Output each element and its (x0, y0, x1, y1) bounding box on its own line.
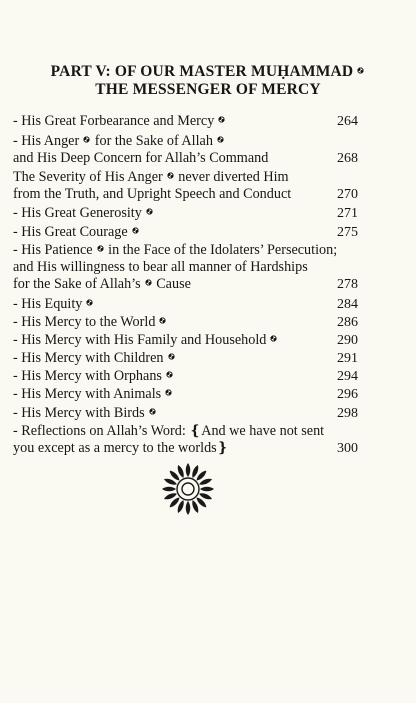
toc-entry-title (13, 276, 191, 293)
toc-entry-line (13, 259, 358, 276)
honorific-icon (356, 66, 365, 75)
toc-entry (13, 405, 358, 422)
toc-entry (13, 386, 358, 403)
honorific-icon (145, 207, 154, 216)
toc-entry-text: The Severity of His Anger (13, 169, 163, 186)
toc-entry-text: - His Great Forbearance and Mercy (13, 113, 215, 129)
toc-entry-title (13, 314, 167, 331)
toc-entry (13, 224, 358, 241)
toc-entry-text: - His Great Generosity (13, 205, 142, 222)
toc-entry-title (13, 224, 140, 241)
honorific-icon (269, 334, 278, 343)
toc-entry-line (13, 423, 358, 440)
toc-entry (13, 350, 358, 367)
ornament-petal (186, 501, 191, 515)
ornament-dot (178, 488, 181, 491)
toc-entry-text: - His Mercy to the World (13, 314, 156, 331)
toc-entry-line (13, 386, 358, 403)
ornament-dot (183, 479, 186, 482)
toc-entry-text: - His Mercy with Orphans (13, 368, 162, 385)
toc-entry (13, 314, 358, 331)
toc-entry-line (13, 113, 358, 130)
toc-entry-title (13, 423, 324, 440)
circular-arabesque-ornament-icon (160, 461, 216, 517)
toc-entry-title (13, 259, 308, 276)
ornament-dot (187, 479, 190, 482)
toc-entry-text: you except as a mercy to the worlds❵ (13, 439, 229, 456)
toc-entry-title (13, 368, 174, 385)
toc-entry-line (13, 150, 358, 167)
toc-entry-title (13, 296, 94, 313)
ornament-dot (178, 491, 181, 494)
toc-entry-line (13, 276, 358, 293)
honorific-icon (85, 298, 94, 307)
part-heading-line-2: THE MESSENGER OF MERCY (95, 81, 321, 98)
toc-entry (13, 205, 358, 222)
toc-entry-line (13, 186, 358, 203)
toc-entry-text: - His Equity (13, 295, 83, 312)
toc-entry (13, 133, 358, 167)
toc-entry-text: from the Truth, and Upright Speech and Conduct (13, 186, 292, 203)
toc-entry-title (13, 405, 157, 422)
ornament-petal (162, 487, 176, 492)
honorific-icon (131, 226, 140, 235)
toc-entry-line (13, 242, 358, 259)
honorific-icon (82, 135, 91, 144)
ornament-petal (186, 463, 191, 477)
toc-entry-text: - Reflections on Allah’s Word: ❴And we have not sent (13, 422, 325, 439)
honorific-icon (148, 407, 157, 416)
part-heading-line-1-text: PART V: OF OUR MASTER MUḤAMMAD (50, 63, 354, 80)
ornament-dot (194, 491, 197, 494)
toc-page-number: 291 (337, 351, 358, 367)
toc-entry-line (13, 133, 358, 150)
toc-entry-text-continued: Cause (152, 275, 191, 292)
toc-entry-title (13, 150, 268, 167)
part-heading-line-1 (0, 63, 416, 81)
ornament-petal (200, 487, 214, 492)
toc-page-number: 296 (337, 387, 358, 403)
toc-page-number: 290 (337, 333, 358, 349)
toc-entry-title (13, 440, 229, 457)
toc-entry-title (13, 350, 176, 367)
toc-entry-title (13, 186, 291, 203)
toc-entry-text: and His Deep Concern for Allah’s Command (13, 150, 269, 167)
toc-entry-text-continued: for the Sake of Allah (91, 133, 213, 150)
toc-entry-text: - His Great Courage (13, 223, 128, 240)
toc-entry-text: - His Mercy with His Family and Household (13, 332, 267, 349)
honorific-icon (158, 316, 167, 325)
toc-entry (13, 296, 358, 313)
honorific-icon (164, 388, 173, 397)
ornament-dot (190, 479, 193, 482)
honorific-icon (216, 135, 225, 144)
toc-entry-title (13, 169, 289, 186)
toc-entry-line (13, 314, 358, 331)
toc-entry-line (13, 224, 358, 241)
ornament-dot (187, 496, 190, 499)
toc-page-number: 286 (337, 315, 358, 331)
toc-entry-title (13, 205, 154, 222)
toc-entry (13, 368, 358, 385)
toc-entry-text: - His Mercy with Birds (13, 404, 145, 421)
ornament-dot (183, 495, 186, 498)
toc-entry-title (13, 332, 278, 349)
toc-entry-line (13, 440, 358, 457)
toc-entry-text: - His Patience (13, 241, 93, 258)
toc-page-number: 268 (337, 151, 358, 167)
toc-entry-text-continued: in the Face of the Idolaters’ Persecution; (104, 241, 338, 258)
toc-page-number: 278 (337, 276, 358, 292)
toc-entry-line (13, 368, 358, 385)
honorific-icon (96, 244, 105, 253)
toc-entry-title (13, 113, 226, 130)
toc-entry-title (13, 386, 173, 403)
toc-entry (13, 332, 358, 349)
honorific-icon (166, 171, 175, 180)
honorific-icon (144, 278, 153, 287)
toc-entry-title (13, 242, 337, 259)
toc-entry-line (13, 350, 358, 367)
toc-page-number: 284 (337, 296, 358, 312)
toc-entry-line (13, 332, 358, 349)
toc-entry (13, 242, 358, 293)
toc-entry-line (13, 296, 358, 313)
ornament-dot (178, 484, 181, 487)
table-of-contents (13, 113, 358, 457)
honorific-icon (167, 352, 176, 361)
toc-page-number: 264 (337, 114, 358, 129)
toc-entry (13, 169, 358, 203)
toc-entry (13, 113, 358, 130)
toc-page-number: 271 (337, 206, 358, 222)
toc-entry-line (13, 205, 358, 222)
toc-entry (13, 423, 358, 457)
toc-entry-line (13, 169, 358, 186)
toc-entry-text: - His Anger (13, 133, 80, 150)
toc-entry-text: and His willingness to bear all manner of Hardships (13, 258, 308, 275)
toc-entry-text-continued: never diverted Him (174, 169, 289, 186)
toc-entry-line (13, 405, 358, 422)
ornament-dot (195, 488, 198, 491)
ornament-dot (190, 495, 193, 498)
toc-page-number: 275 (337, 224, 358, 240)
toc-page-number: 294 (337, 369, 358, 385)
toc-page-number: 300 (337, 440, 358, 456)
toc-page-number: 270 (337, 187, 358, 203)
honorific-icon (217, 115, 226, 124)
toc-entry-text: for the Sake of Allah’s (13, 275, 141, 292)
toc-entry-title (13, 133, 225, 150)
toc-page-number: 298 (337, 405, 358, 421)
toc-entry-text: - His Mercy with Animals (13, 386, 162, 403)
ornament-dot (194, 484, 197, 487)
honorific-icon (165, 370, 174, 379)
toc-entry-text: - His Mercy with Children (13, 350, 164, 367)
